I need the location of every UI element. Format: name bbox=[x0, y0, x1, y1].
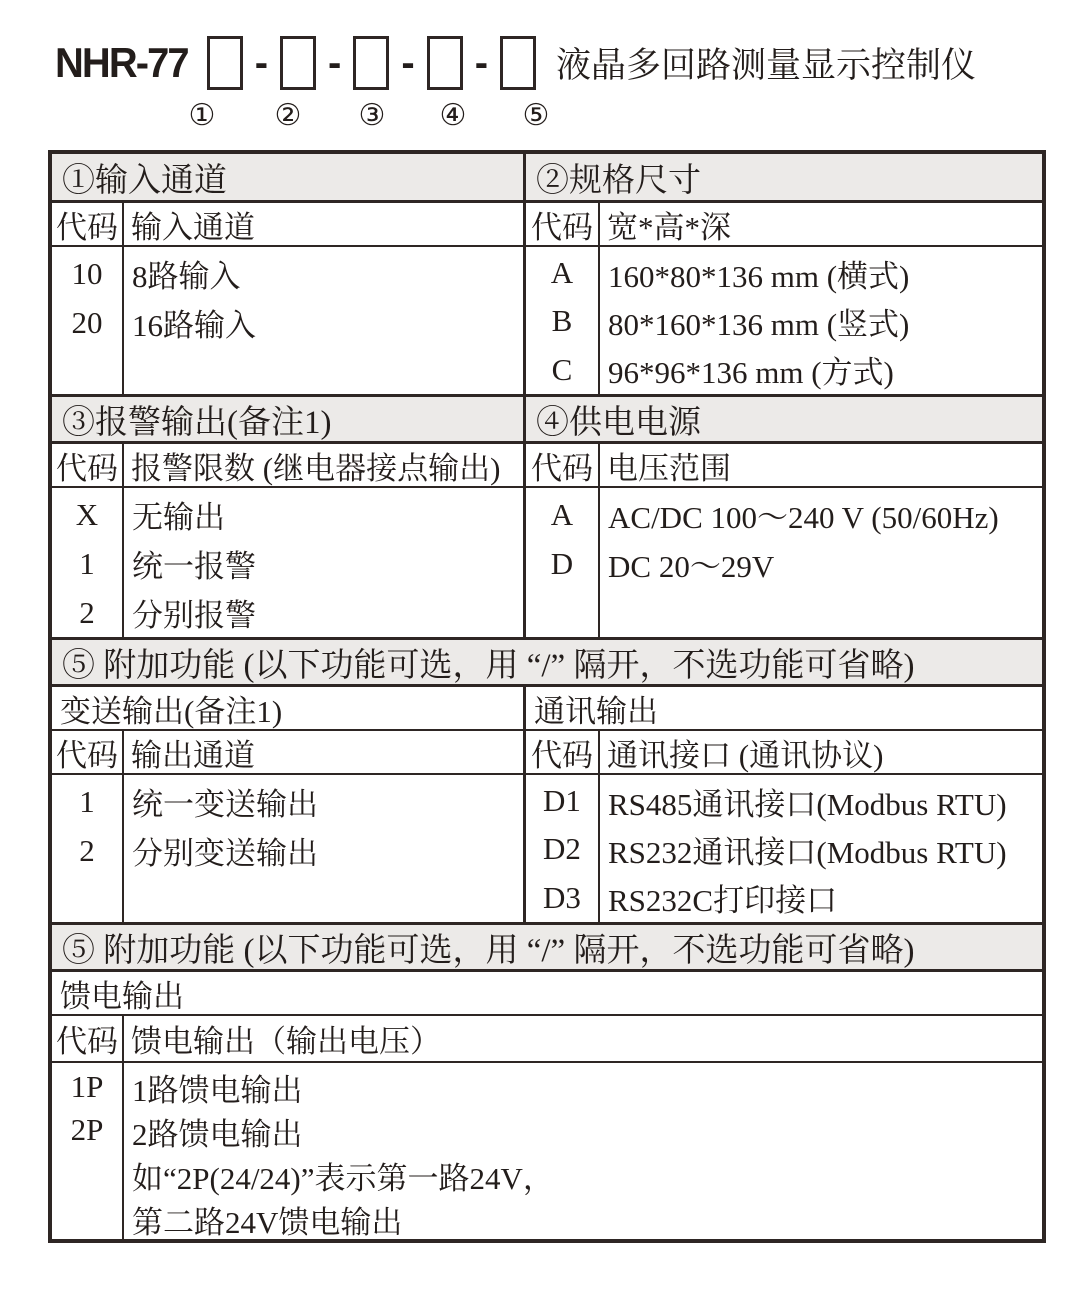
code-separator-dash: - bbox=[401, 41, 415, 85]
section-band-1-2 bbox=[52, 154, 1042, 203]
desc-cell: DC 20～29V bbox=[608, 549, 775, 584]
model-code-box-4 bbox=[427, 36, 463, 90]
desc-cell: 无输出 bbox=[132, 500, 225, 535]
code-cell: 1 bbox=[79, 783, 95, 819]
code-column-header: 代码 bbox=[531, 737, 593, 773]
position-label-4: ④ bbox=[439, 99, 467, 132]
data-area-1-2 bbox=[52, 247, 1042, 394]
code-cell: 2P bbox=[70, 1112, 104, 1148]
desc-column-header: 输入通道 bbox=[131, 209, 255, 245]
code-column-header: 代码 bbox=[56, 1024, 118, 1059]
code-cell: D3 bbox=[543, 879, 581, 915]
code-cell: 2 bbox=[79, 594, 95, 630]
code-cell: B bbox=[551, 303, 573, 339]
section1-title: ①输入通道 bbox=[52, 154, 526, 200]
desc-cell: AC/DC 100～240 V (50/60Hz) bbox=[608, 500, 999, 535]
data-area-5 bbox=[52, 775, 1042, 922]
code-column-header: 代码 bbox=[56, 209, 118, 245]
code-separator-dash: - bbox=[474, 41, 489, 85]
desc-cell: 第二路24V馈电输出 bbox=[132, 1204, 403, 1240]
code-cell: D1 bbox=[543, 783, 581, 819]
model-code-box-2 bbox=[280, 36, 316, 90]
model-code-box-5 bbox=[500, 36, 536, 90]
code-column-header: 代码 bbox=[56, 737, 118, 773]
code-cell: 1 bbox=[79, 545, 95, 581]
desc-cell: 80*160*136 mm (竖式) bbox=[608, 306, 910, 342]
subheader-row-1-2 bbox=[52, 203, 1042, 247]
desc-cell: 8路输入 bbox=[132, 259, 241, 294]
code-cell bbox=[52, 1196, 122, 1240]
desc-column-header: 输出通道 bbox=[131, 737, 255, 773]
ordering-table bbox=[48, 150, 1046, 1243]
desc-cell: 分别变送输出 bbox=[132, 836, 318, 871]
desc-cell: 统一报警 bbox=[132, 549, 256, 584]
code-column-header: 代码 bbox=[531, 209, 593, 245]
data-area-6 bbox=[52, 1063, 1042, 1239]
desc-column-header: 宽*高*深 bbox=[607, 209, 731, 245]
model-code-box-3 bbox=[353, 36, 389, 90]
communication-output-subtitle: 通讯输出 bbox=[534, 693, 658, 729]
model-code-box-1 bbox=[207, 36, 243, 90]
desc-cell: 1路馈电输出 bbox=[132, 1072, 303, 1108]
desc-cell: 2路馈电输出 bbox=[132, 1116, 303, 1152]
section2-title: ②规格尺寸 bbox=[536, 162, 701, 199]
model-number: NHR-77 bbox=[55, 39, 188, 86]
position-label-1: ① bbox=[188, 99, 216, 132]
desc-cell: RS485通讯接口(Modbus RTU) bbox=[608, 786, 1007, 822]
subtitle-row-5 bbox=[52, 687, 1042, 731]
desc-cell: 统一变送输出 bbox=[132, 787, 318, 822]
position-label-5: ⑤ bbox=[522, 99, 550, 132]
desc-cell: 16路输入 bbox=[132, 308, 256, 343]
code-cell: 1P bbox=[70, 1068, 104, 1104]
model-code-line bbox=[55, 36, 976, 90]
desc-column-header: 电压范围 bbox=[607, 450, 731, 486]
desc-cell: RS232C打印接口 bbox=[608, 883, 838, 919]
desc-cell: 分别报警 bbox=[132, 598, 256, 633]
code-cell: D bbox=[550, 545, 574, 581]
section5-banner-2: ⑤ 附加功能 (以下功能可选，用 “/” 隔开，不选功能可省略) bbox=[52, 922, 1042, 972]
transmit-output-subtitle: 变送输出(备注1) bbox=[52, 687, 526, 729]
code-separator-dash: - bbox=[254, 41, 269, 85]
desc-cell: 160*80*136 mm (横式) bbox=[608, 258, 910, 294]
code-cell: C bbox=[551, 351, 573, 387]
code-cell: 10 bbox=[71, 255, 103, 291]
desc-cell: RS232通讯接口(Modbus RTU) bbox=[608, 834, 1007, 870]
desc-column-header: 通讯接口 (通讯协议) bbox=[607, 737, 884, 773]
code-column-header: 代码 bbox=[56, 450, 118, 486]
desc-cell: 如“2P(24/24)”表示第一路24V， bbox=[132, 1160, 554, 1196]
section3-title: ③报警输出(备注1) bbox=[52, 397, 526, 441]
code-cell: 2 bbox=[79, 832, 95, 868]
desc-cell: 96*96*136 mm (方式) bbox=[608, 355, 894, 391]
code-cell: A bbox=[550, 255, 574, 291]
desc-column-header: 报警限数 (继电器接点输出) bbox=[131, 450, 501, 486]
section5-banner: ⑤ 附加功能 (以下功能可选，用 “/” 隔开，不选功能可省略) bbox=[52, 637, 1042, 687]
code-separator-dash: - bbox=[328, 41, 342, 85]
code-column-header: 代码 bbox=[531, 450, 593, 486]
code-cell: A bbox=[550, 496, 574, 532]
subheader-row-3-4 bbox=[52, 444, 1042, 488]
data-area-3-4 bbox=[52, 488, 1042, 637]
section-band-3-4 bbox=[52, 394, 1042, 444]
subheader-row-6 bbox=[52, 1016, 1042, 1063]
subtitle-row-6 bbox=[52, 972, 1042, 1016]
code-cell bbox=[52, 1152, 122, 1196]
code-cell: D2 bbox=[543, 831, 581, 867]
section4-title: ④供电电源 bbox=[536, 404, 701, 441]
subheader-row-5 bbox=[52, 731, 1042, 775]
desc-column-header: 馈电输出（输出电压） bbox=[131, 1024, 441, 1059]
feed-power-output-subtitle: 馈电输出 bbox=[60, 978, 184, 1014]
code-cell: X bbox=[75, 496, 99, 532]
position-label-2: ② bbox=[274, 99, 302, 132]
position-label-3: ③ bbox=[358, 99, 386, 132]
product-name: 液晶多回路测量显示控制仪 bbox=[556, 46, 977, 85]
code-cell: 20 bbox=[71, 304, 103, 340]
